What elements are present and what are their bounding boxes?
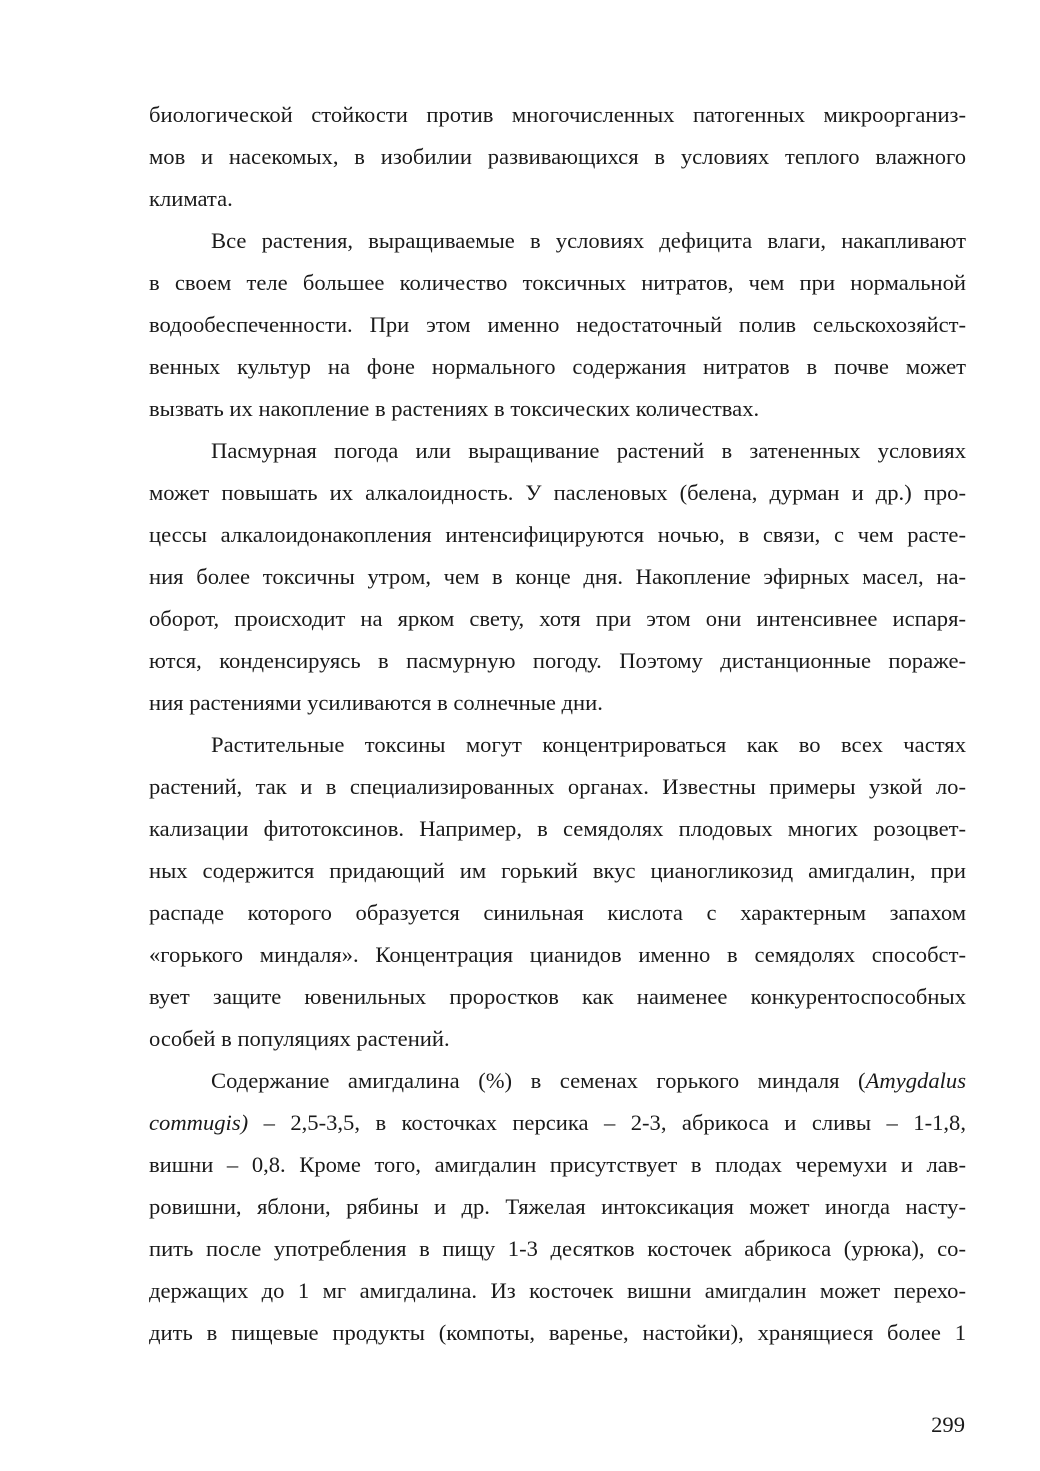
paragraph xyxy=(149,724,966,1060)
text-line: ются, конденсируясь в пасмурную погоду. Поэтому дистанционные пораже- xyxy=(149,648,966,673)
text-line: особей в популяциях растений. xyxy=(149,1026,450,1051)
text-line: вует защите ювенильных проростков как наименее конкурентоспособных xyxy=(149,984,966,1009)
text-line: ных содержится придающий им горький вкус цианогликозид амигдалин, при xyxy=(149,858,966,883)
text-line: мов и насекомых, в изобилии развивающихся в условиях теплого влажного xyxy=(149,144,966,169)
text-line: цессы алкалоидонакопления интенсифицируются ночью, в связи, с чем расте- xyxy=(149,522,966,547)
text-line: пить после употребления в пищу 1-3 десятков косточек абрикоса (урюка), со- xyxy=(149,1236,966,1261)
paragraph xyxy=(149,1060,966,1354)
text-line: биологической стойкости против многочисленных патогенных микроорганиз- xyxy=(149,102,966,127)
text-line: ровишни, яблони, рябины и др. Тяжелая интоксикация может иногда насту- xyxy=(149,1194,966,1219)
text-line: держащих до 1 мг амигдалина. Из косточек вишни амигдалин может перехо- xyxy=(149,1278,966,1303)
text-line: дить в пищевые продукты (компоты, варенье, настойки), хранящиеся более 1 xyxy=(149,1320,966,1345)
paragraph xyxy=(149,220,966,430)
text-line: кализации фитотоксинов. Например, в семядолях плодовых многих розоцвет- xyxy=(149,816,966,841)
text-line: венных культур на фоне нормального содержания нитратов в почве может xyxy=(149,354,966,379)
text-line: ния более токсичны утром, чем в конце дня. Накопление эфирных масел, на- xyxy=(149,564,966,589)
paragraph xyxy=(149,430,966,724)
text-line: Растительные токсины могут концентрироваться как во всех частях xyxy=(211,732,966,757)
text-line: в своем теле большее количество токсичных нитратов, чем при нормальной xyxy=(149,270,966,295)
text-line: может повышать их алкалоидность. У пасленовых (белена, дурман и др.) про- xyxy=(149,480,966,505)
text-line: вызвать их накопление в растениях в токсических количествах. xyxy=(149,396,760,421)
text-line: распаде которого образуется синильная кислота с характерным запахом xyxy=(149,900,966,925)
page-number: 299 xyxy=(931,1412,965,1437)
text-line: ния растениями усиливаются в солнечные дни. xyxy=(149,690,603,715)
text-line: растений, так и в специализированных органах. Известны примеры узкой ло- xyxy=(149,774,966,799)
latin-name: commugis) xyxy=(149,1110,249,1135)
text-line: Пасмурная погода или выращивание растений в затененных условиях xyxy=(211,438,966,463)
paragraph xyxy=(149,94,966,220)
text-line: Содержание амигдалина (%) в семенах горького миндаля (Amygdalus xyxy=(211,1068,966,1093)
body-text xyxy=(149,94,966,1354)
latin-name: Amygdalus xyxy=(865,1068,966,1093)
text-line: Все растения, выращиваемые в условиях дефицита влаги, накапливают xyxy=(211,228,966,253)
text-line: климата. xyxy=(149,186,233,211)
text-line: оборот, происходит на ярком свету, хотя при этом они интенсивнее испаря- xyxy=(149,606,966,631)
text-line: «горького миндаля». Концентрация цианидов именно в семядолях способст- xyxy=(149,942,966,967)
text-line: водообеспеченности. При этом именно недостаточный полив сельскохозяйст- xyxy=(149,312,966,337)
text-line: commugis) – 2,5-3,5, в косточках персика – 2-3, абрикоса и сливы – 1-1,8, xyxy=(149,1110,966,1135)
text-line: вишни – 0,8. Кроме того, амигдалин присутствует в плодах черемухи и лав- xyxy=(149,1152,966,1177)
